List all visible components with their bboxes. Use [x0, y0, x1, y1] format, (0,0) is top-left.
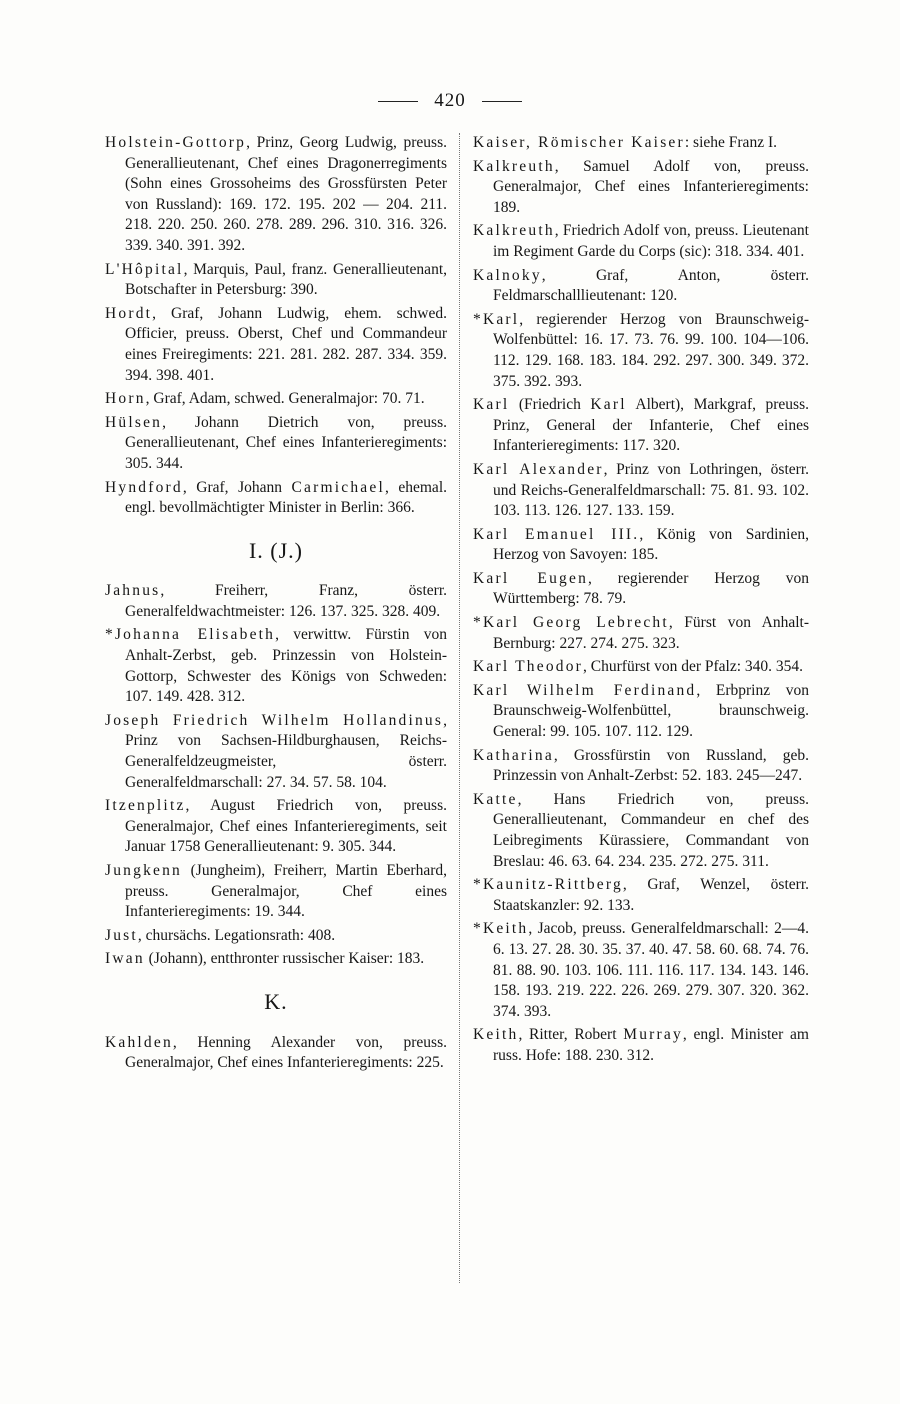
entry-headword: Karl Alexander — [473, 460, 604, 478]
entry-text: , verwittw. Fürstin von Anhalt-Zerbst, geb. Prinzessin von Holstein-Gottorp, Schwester des Königs von Schweden: 107. 149. 428. 312. — [125, 626, 447, 706]
entry-text: , Grossfürstin von Russland, geb. Prinzessin von Anhalt-Zerbst: 52. 183. 245—247. — [493, 746, 809, 785]
index-entry — [105, 1033, 447, 1074]
index-entry — [473, 221, 809, 262]
entry-text: , Prinz von Lothringen, österr. und Reichs-Generalfeldmarschall: 75. 81. 93. 102. 103. 113. 126. 127. 133. 159. — [493, 460, 809, 520]
index-entry — [105, 581, 447, 622]
entry-text: : siehe Franz I. — [684, 134, 777, 151]
entry-headword: Horn — [105, 390, 146, 408]
index-entry — [473, 525, 809, 566]
entry-headword: Hyndford — [105, 478, 183, 496]
index-entry — [473, 657, 809, 678]
entry-text: , regierender Herzog von Braunschweig-Wolfenbüttel: 16. 17. 73. 76. 99. 100. 104—106. 112. 129. 168. 183. 184. 292. 297. 300. 349. 372. 375. 392. 393. — [493, 310, 809, 390]
entry-headword: Katharina — [473, 746, 554, 764]
entry-text: , Johann Dietrich von, preuss. Generallieutenant, Chef eines Infanterieregiments: 305. 344. — [125, 413, 447, 472]
entry-text: , Graf, Johann — [182, 478, 292, 496]
index-entry — [473, 395, 809, 457]
column-divider — [459, 133, 460, 1283]
entry-text: (Friedrich — [509, 396, 591, 414]
entry-headword: Katte — [473, 790, 518, 808]
index-entry — [105, 861, 447, 923]
right-entries — [473, 133, 809, 1067]
entry-headword: Kahlden — [105, 1033, 173, 1051]
entry-headword: Murray — [623, 1026, 683, 1044]
entry-headword: Just — [105, 926, 138, 944]
entry-headword: Kalkreuth — [473, 157, 555, 175]
page-number: 420 — [434, 90, 466, 111]
page-header — [0, 90, 900, 112]
index-entry — [473, 310, 809, 392]
entry-text: , König von Sardinien, Herzog von Savoyen: 185. — [493, 525, 809, 564]
entry-text: , Ritter, Robert — [518, 1026, 624, 1044]
entry-headword: Karl Wilhelm Ferdinand — [473, 681, 697, 699]
entry-text: (Johann), entthronter russischer Kaiser: 183. — [144, 950, 425, 968]
index-entry — [105, 478, 447, 519]
entry-text: , August Friedrich von, preuss. Generalmajor, Chef eines Infanterieregiments, seit Januar 1758 Generallieutenant: 9. 305. 344. — [125, 797, 447, 856]
index-entry — [473, 681, 809, 743]
entry-headword: Itzenplitz — [105, 797, 186, 815]
entry-headword: Carmichael — [291, 478, 385, 496]
index-entry — [105, 304, 447, 386]
entry-text: , Friedrich Adolf von, preuss. Lieutenant im Regiment Garde du Corps (sic): 318. 334. 401. — [493, 222, 809, 260]
entry-text: , Graf, Adam, schwed. Generalmajor: 70. 71. — [145, 390, 425, 408]
index-entry — [473, 157, 809, 219]
entry-text: , chursächs. Legationsrath: 408. — [137, 926, 336, 944]
entry-headword: Keith — [473, 1026, 519, 1044]
section-heading-i: I. (J.) — [248, 537, 304, 563]
entry-text: , Graf, Anton, österr. Feldmarschalllieutenant: 120. — [493, 266, 809, 305]
index-entry — [105, 949, 447, 970]
entry-headword: *Kaunitz-Rittberg — [473, 876, 623, 894]
entry-text: , Prinz von Sachsen-Hildburghausen, Reichs-Generalfeldzeugmeister, österr. Generalfeldmarschall: 27. 34. 57. 58. 104. — [125, 711, 447, 791]
entry-headword: Kaiser, Römischer Kaiser — [473, 134, 685, 151]
entry-headword: Karl Emanuel III. — [473, 525, 640, 543]
entry-headword: *Karl Georg Lebrecht — [473, 614, 669, 632]
entry-headword: Joseph Friedrich Wilhelm Hollandinus — [105, 711, 444, 729]
entry-text: Albert), Markgraf, preuss. Prinz, General der Infanterie, Chef eines Infanterieregiments: 117. 320. — [493, 396, 809, 455]
entry-headword: Karl — [590, 396, 627, 414]
entry-text: , Prinz, Georg Ludwig, preuss. Generallieutenant, Chef eines Dragonerregiments (Sohn eines Grossoheims des Grossfürsten Peter von Russland): 169. 172. 195. 202 — 204. 211. 218. 220. 250. 260. 278. 289. 296. 310. 316. 326. 339. 340. 391. 392. — [125, 134, 447, 254]
entry-headword: Hordt — [105, 304, 153, 322]
left-entries-k — [105, 1033, 447, 1074]
entry-text: , Erbprinz von Braunschweig-Wolfenbüttel, braunschweig. General: 99. 105. 107. 112. 129. — [493, 681, 810, 741]
right-column — [473, 133, 809, 1070]
index-entry — [105, 133, 447, 257]
entry-text: , Freiherr, Franz, österr. Generalfeldwachtmeister: 126. 137. 325. 328. 409. — [125, 582, 447, 620]
entry-headword: Hülsen — [105, 413, 163, 431]
entry-headword: L'Hôpital — [105, 260, 184, 278]
header-rule-left — [378, 101, 418, 102]
entry-text: , engl. Minister am russ. Hofe: 188. 230. 312. — [493, 1026, 809, 1064]
index-entry — [473, 790, 809, 872]
index-entry — [473, 133, 809, 154]
index-entry — [105, 260, 447, 301]
entry-headword: Jungkenn — [105, 862, 183, 879]
index-entry — [105, 389, 447, 410]
left-column — [105, 133, 447, 1077]
entry-text: , Fürst von Anhalt-Bernburg: 227. 274. 275. 323. — [493, 614, 809, 652]
left-entries-i — [105, 581, 447, 970]
entry-text: , Graf, Johann Ludwig, ehem. schwed. Officier, preuss. Oberst, Chef und Commandeur eines Freiregiments: 221. 281. 282. 287. 334. 359. 394. 398. 401. — [125, 304, 447, 384]
index-entry — [105, 625, 447, 707]
entry-headword: Karl — [473, 396, 510, 414]
entry-headword: Kalkreuth — [473, 222, 555, 240]
entry-headword: Jahnus — [105, 582, 161, 600]
entry-text: , regierender Herzog von Württemberg: 78. 79. — [493, 569, 809, 608]
entry-text: , Marquis, Paul, franz. Generallieutenant, Botschafter in Petersburg: 390. — [125, 260, 447, 299]
entry-text: , ehemal. engl. bevollmächtigter Minister in Berlin: 366. — [125, 478, 447, 517]
entry-text: , Henning Alexander von, preuss. Generalmajor, Chef eines Infanterieregiments: 225. — [125, 1033, 447, 1072]
entry-text: , Samuel Adolf von, preuss. Generalmajor, Chef eines Infanterieregiments: 189. — [493, 157, 809, 216]
entry-text: , Jacob, preuss. Generalfeldmarschall: 2—4. 6. 13. 27. 28. 30. 35. 37. 40. 47. 58. 60. 68. 74. 76. 81. 88. 90. 103. 106. 111. 116. 117. 134. 143. 146. 158. 193. 219. 222. 226. 269. 279. 307. 320. 362. 374. 393. — [493, 920, 809, 1020]
entry-headword: *Johanna Elisabeth — [105, 626, 276, 644]
index-entry — [105, 796, 447, 858]
entry-text: , Churfürst von der Pfalz: 340. 354. — [583, 658, 804, 676]
entry-headword: *Karl — [473, 310, 520, 328]
index-entry — [473, 266, 809, 307]
entry-text: , Graf, Wenzel, österr. Staatskanzler: 92. 133. — [493, 876, 809, 914]
section-heading-k: K. — [264, 988, 288, 1014]
index-entry — [473, 569, 809, 610]
index-entry — [473, 746, 809, 787]
left-entries-h — [105, 133, 447, 519]
entry-headword: Karl Eugen — [473, 569, 589, 587]
index-entry — [473, 460, 809, 522]
header-rule-right — [482, 101, 522, 102]
index-entry — [473, 875, 809, 916]
index-entry — [105, 711, 447, 793]
entry-text: , Hans Friedrich von, preuss. Generallieutenant, Commandeur en chef des Leibregiments Kürassiere, Commandant von Breslau: 46. 63. 64. 234. 235. 272. 275. 311. — [493, 790, 809, 870]
entry-headword: Iwan — [105, 950, 145, 968]
entry-headword: *Keith — [473, 920, 529, 938]
entry-text: (Jungheim), Freiherr, Martin Eberhard, preuss. Generalmajor, Chef eines Infanterieregiments: 19. 344. — [125, 862, 447, 921]
entry-headword: Holstein-Gottorp — [105, 134, 247, 151]
entry-headword: Karl Theodor — [473, 658, 584, 676]
index-entry — [105, 926, 447, 947]
index-entry — [105, 413, 447, 475]
index-entry — [473, 613, 809, 654]
index-entry — [473, 1025, 809, 1066]
entry-headword: Kalnoky — [473, 266, 542, 284]
index-entry — [473, 919, 809, 1022]
